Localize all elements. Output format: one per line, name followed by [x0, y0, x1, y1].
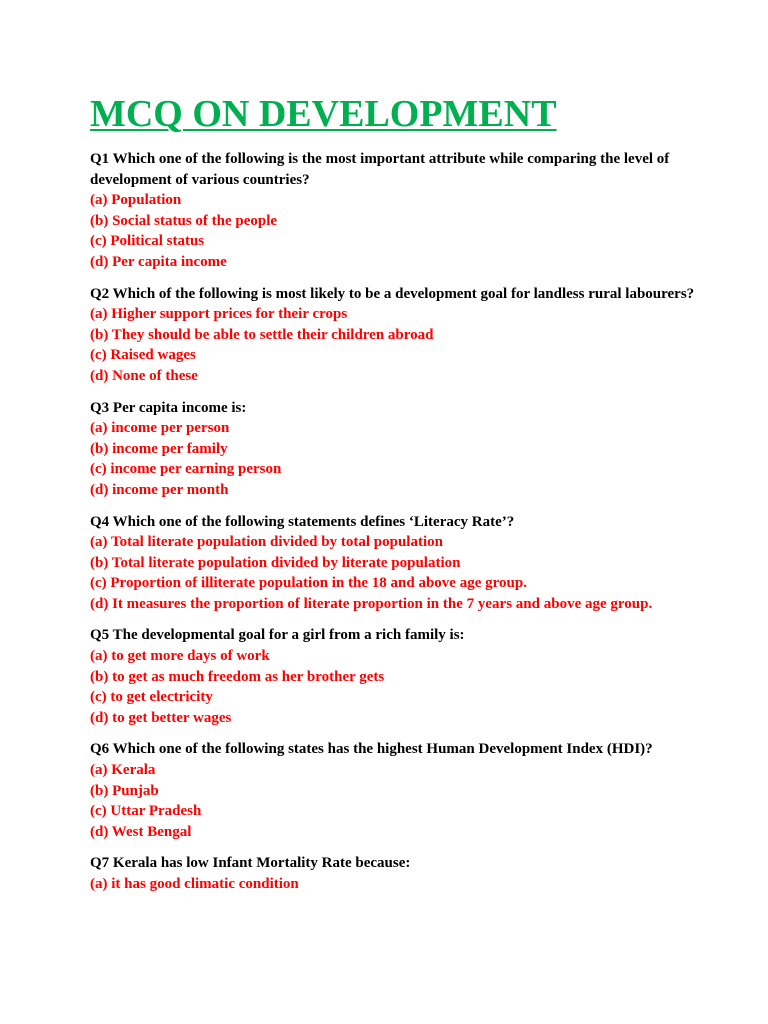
option-c: (c) Political status [90, 233, 205, 250]
question-block-2 [90, 284, 740, 387]
question-text: Q4 Which one of the following statements defines ‘Literacy Rate’? [90, 513, 515, 530]
option-b: (b) Punjab [90, 782, 159, 799]
option-a: (a) Higher support prices for their crops [90, 306, 348, 323]
question-text: Q1 Which one of the following is the most important attribute while comparing the level of development of various countries? [90, 151, 670, 188]
question-block-7 [90, 853, 740, 894]
option-d: (d) Per capita income [90, 253, 227, 270]
question-block-6 [90, 739, 740, 842]
question-text: Q7 Kerala has low Infant Mortality Rate because: [90, 855, 411, 872]
option-a: (a) income per person [90, 420, 230, 437]
option-d: (d) It measures the proportion of literate proportion in the 7 years and above age group. [90, 595, 653, 612]
question-block-5 [90, 625, 740, 728]
option-c: (c) Proportion of illiterate population in the 18 and above age group. [90, 575, 527, 592]
option-a: (a) Total literate population divided by total population [90, 534, 443, 551]
option-b: (b) to get as much freedom as her brother gets [90, 668, 385, 685]
option-c: (c) Uttar Pradesh [90, 803, 202, 820]
option-a: (a) Population [90, 192, 182, 209]
option-b: (b) Social status of the people [90, 212, 278, 229]
document-page [90, 92, 740, 906]
question-text: Q3 Per capita income is: [90, 399, 247, 416]
option-a: (a) Kerala [90, 762, 156, 779]
document-title: MCQ ON DEVELOPMENT [90, 93, 557, 135]
option-d: (d) West Bengal [90, 823, 192, 840]
option-a: (a) it has good climatic condition [90, 876, 299, 892]
question-block-4 [90, 512, 740, 615]
question-text: Q2 Which of the following is most likely to be a development goal for landless rural labourers? [90, 285, 695, 302]
option-b: (b) Total literate population divided by literate population [90, 554, 461, 571]
question-text: Q6 Which one of the following states has the highest Human Development Index (HDI)? [90, 741, 653, 758]
option-a: (a) to get more days of work [90, 648, 270, 665]
option-d: (d) income per month [90, 481, 229, 498]
option-c: (c) income per earning person [90, 461, 282, 478]
question-block-1 [90, 149, 740, 273]
question-block-3 [90, 398, 740, 501]
option-b: (b) income per family [90, 440, 228, 457]
option-d: (d) to get better wages [90, 709, 232, 726]
question-text: Q5 The developmental goal for a girl from a rich family is: [90, 627, 465, 644]
option-c: (c) to get electricity [90, 689, 213, 706]
option-c: (c) Raised wages [90, 347, 196, 364]
option-d: (d) None of these [90, 367, 198, 384]
option-b: (b) They should be able to settle their children abroad [90, 326, 434, 343]
